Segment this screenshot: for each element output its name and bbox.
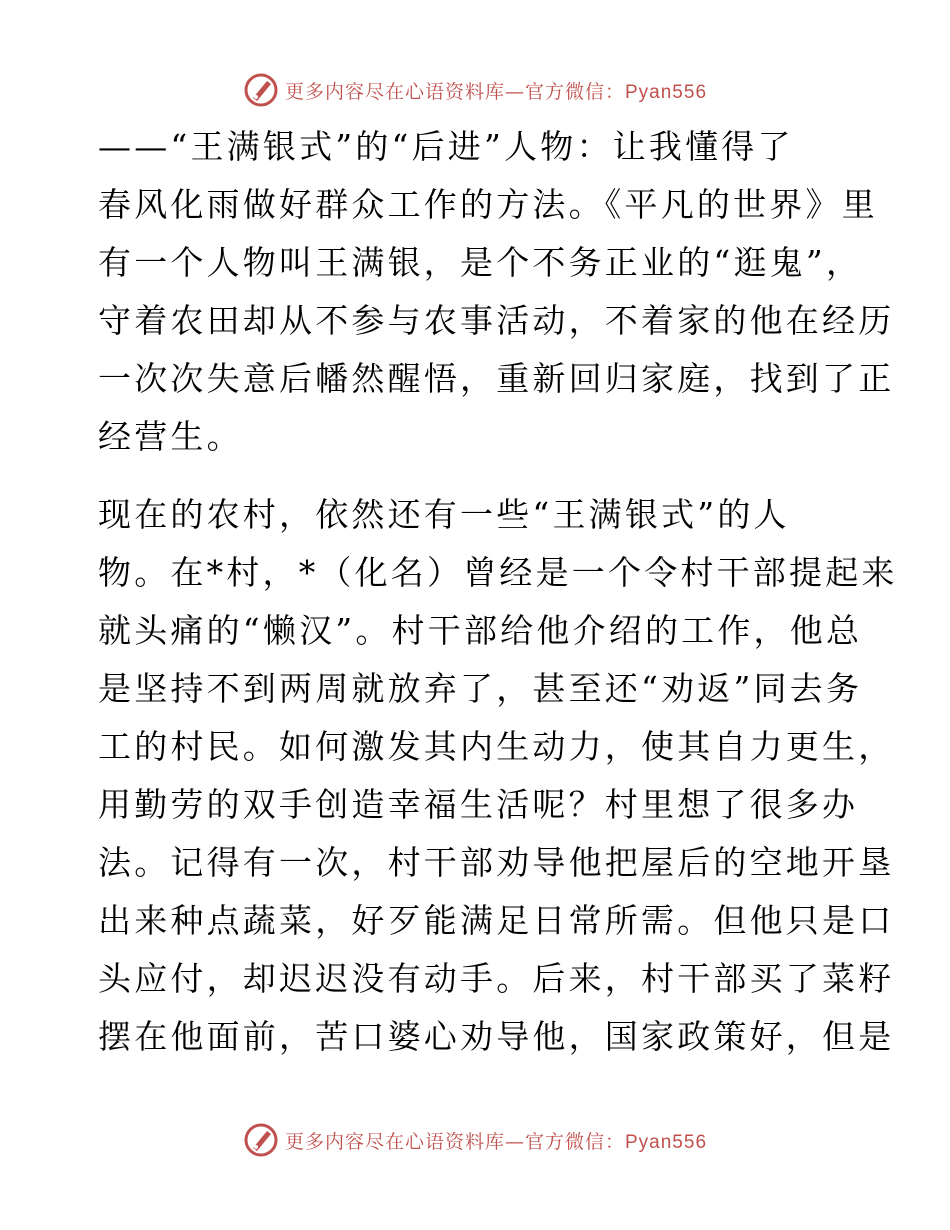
text-line: 法。记得有一次，村干部劝导他把屋后的空地开垦 (98, 843, 895, 882)
wechat-id: Pyan556 (625, 81, 708, 103)
text-line: 头应付，却迟迟没有动手。后来，村干部买了菜籽 (98, 959, 895, 998)
text-line: 用勤劳的双手创造幸福生活呢？村里想了很多办 (98, 785, 859, 824)
paragraph-2 (98, 486, 898, 1066)
text-line: 有一个人物叫王满银，是个不务正业的“逛鬼”， (98, 243, 863, 282)
text-line: 是坚持不到两周就放弃了，甚至还“劝返”同去务 (98, 669, 863, 708)
banner-text: 更多内容尽在心语资料库—官方微信：Pyan556 (284, 80, 708, 103)
text-line: 摆在他面前，苦口婆心劝导他，国家政策好，但是 (98, 1017, 895, 1056)
footer-banner (0, 1120, 950, 1160)
pen-logo-icon (243, 72, 279, 108)
text-line: ——“王满银式”的“后进”人物：让我懂得了 (98, 127, 794, 166)
text-line: 就头痛的“懒汉”。村干部给他介绍的工作，他总 (98, 611, 863, 650)
text-line: 春风化雨做好群众工作的方法。《平凡的世界》里 (98, 185, 878, 224)
banner-text: 更多内容尽在心语资料库—官方微信：Pyan556 (284, 1130, 708, 1153)
text-line: 经营生。 (98, 417, 243, 456)
document-body (98, 118, 898, 1066)
wechat-id: Pyan556 (625, 1131, 708, 1153)
text-line: 一次次失意后幡然醒悟，重新回归家庭，找到了正 (98, 359, 895, 398)
text-line: 出来种点蔬菜，好歹能满足日常所需。但他只是口 (98, 901, 895, 940)
text-line: 物。在*村，*（化名）曾经是一个令村干部提起来 (98, 553, 898, 592)
pen-logo-icon (243, 1122, 279, 1158)
paragraph-1 (98, 118, 895, 466)
text-line: 守着农田却从不参与农事活动，不着家的他在经历 (98, 301, 895, 340)
header-banner (0, 70, 950, 110)
text-line: 工的村民。如何激发其内生动力，使其自力更生， (98, 727, 895, 766)
text-line: 现在的农村，依然还有一些“王满银式”的人 (98, 495, 790, 534)
